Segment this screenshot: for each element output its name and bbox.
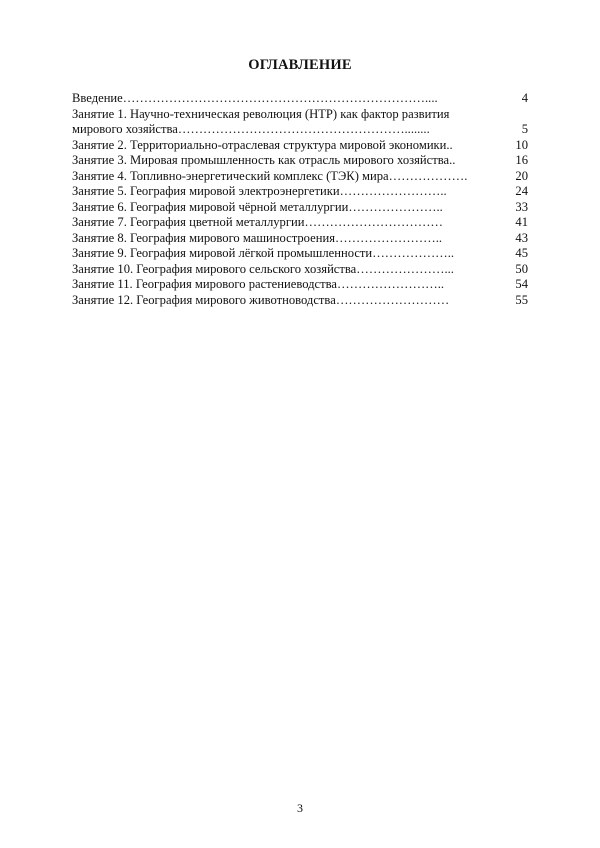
toc-entry-lesson-8[interactable] <box>72 231 528 247</box>
toc-page-number: 24 <box>515 184 528 198</box>
toc-entry-text: Занятие 9. География мировой лёгкой промышленности <box>72 246 373 260</box>
toc-page-number: 41 <box>515 215 528 229</box>
toc-entry-lesson-7[interactable] <box>72 215 528 231</box>
toc-leader-dots: ………………….. <box>348 199 443 214</box>
toc-entry-text: Занятие 10. География мирового сельского хозяйства <box>72 261 357 276</box>
toc-page-number: 45 <box>515 246 528 260</box>
toc-page-number: 16 <box>515 153 528 167</box>
toc-page-number: 43 <box>515 230 528 245</box>
toc-entry-lesson-4[interactable] <box>72 169 528 185</box>
page-number-footer: 3 <box>297 801 303 815</box>
toc-entry-lesson-11[interactable] <box>72 277 528 293</box>
toc-entry-lesson-9[interactable] <box>72 246 528 262</box>
toc-entry-lesson-1-line-1[interactable] <box>72 107 528 123</box>
toc-page-number: 50 <box>515 261 528 276</box>
toc-entry-text: Занятие 2. Территориально-отраслевая структура мировой экономики.. <box>72 137 453 152</box>
toc-entry-text: Занятие 5. География мировой электроэнергетики <box>72 184 340 198</box>
table-of-contents <box>72 91 528 308</box>
toc-page-number: 5 <box>521 122 528 136</box>
toc-leader-dots: …………………….. <box>337 277 445 291</box>
toc-entry-text: Занятие 12. География мирового животноводства <box>72 292 336 307</box>
toc-entry-lesson-2[interactable] <box>72 138 528 154</box>
toc-entry-text: Занятие 8. География мирового машиностроения <box>72 230 335 245</box>
toc-page-number: 54 <box>515 277 528 291</box>
toc-page-number: 55 <box>515 292 528 307</box>
toc-leader-dots: ……………………………………………………………….... <box>122 91 438 105</box>
toc-page-number: 20 <box>515 168 528 183</box>
toc-entry-lesson-6[interactable] <box>72 200 528 216</box>
toc-entry-lesson-12[interactable] <box>72 293 528 309</box>
toc-leader-dots: ……………………… <box>335 292 450 307</box>
toc-page-number: 4 <box>521 91 528 105</box>
toc-entry-lesson-10[interactable] <box>72 262 528 278</box>
toc-leader-dots: …………………….. <box>339 184 447 198</box>
toc-leader-dots: …………………………… <box>304 215 443 229</box>
toc-leader-dots: ……………….. <box>372 246 455 260</box>
toc-entry-text: Занятие 6. География мировой чёрной металлургии <box>72 199 349 214</box>
toc-entry-lesson-5[interactable] <box>72 184 528 200</box>
toc-entry-text: Занятие 7. География цветной металлургии <box>72 215 305 229</box>
page-title: ОГЛАВЛЕНИЕ <box>248 57 352 73</box>
toc-leader-dots: …………………... <box>356 261 454 276</box>
toc-page-number: 33 <box>515 199 528 214</box>
toc-entry-text: Занятие 11. География мирового растениеводства <box>72 277 337 291</box>
toc-entry-text: Занятие 1. Научно-техническая революция (НТР) как фактор развития <box>72 106 450 121</box>
toc-leader-dots: …………………….. <box>334 230 443 245</box>
toc-entry-text: Введение <box>72 91 123 105</box>
toc-entry-introduction[interactable] <box>72 91 528 107</box>
toc-leader-dots: ………………………………………………........ <box>177 122 430 136</box>
toc-entry-text: Занятие 3. Мировая промышленность как отрасль мирового хозяйства.. <box>72 153 456 167</box>
toc-leader-dots: ………………. <box>388 168 468 183</box>
toc-entry-lesson-3[interactable] <box>72 153 528 169</box>
toc-page-number: 10 <box>515 137 528 152</box>
toc-entry-lesson-1-line-2[interactable] <box>72 122 528 138</box>
toc-entry-text: Занятие 4. Топливно-энергетический комплекс (ТЭК) мира <box>72 168 389 183</box>
toc-entry-text: мирового хозяйства <box>72 122 178 136</box>
